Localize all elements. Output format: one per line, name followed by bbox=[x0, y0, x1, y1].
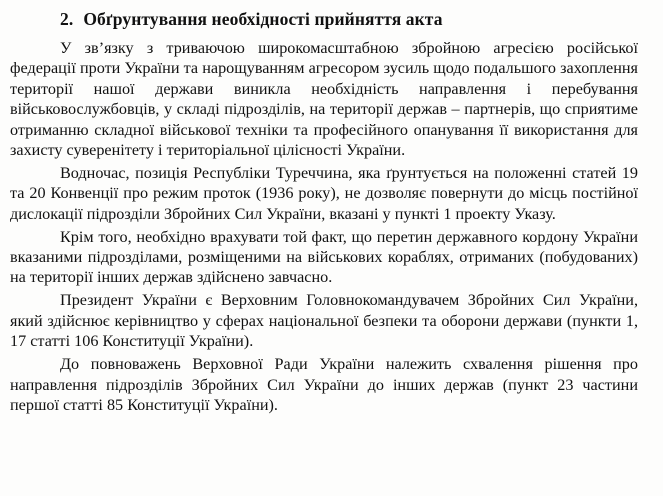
section-number: 2. bbox=[60, 9, 74, 29]
section-heading bbox=[60, 9, 443, 30]
paragraph-border-crossing: Крім того, необхідно врахувати той факт, що перетин державного кордону України вказаними підрозділами, розміщеними на військових кораблях, отриманих (побудованих) на території інших держав здійснено завчасно. bbox=[10, 227, 638, 287]
paragraph-aggression: У зв’язку з триваючою широкомасштабною збройною агресією російської федерації проти України та нарощуванням агресором зусиль щодо подальшого захоплення території нашої держави виникла необхідність направлення і перебування військовослужбовців, у складі підрозділів, на території держав – партнерів, що сприятиме отриманню складної військової техніки та професійного опанування її використання для захисту суверенітету і територіальної цілісності України. bbox=[10, 39, 638, 160]
paragraph-parliament-authority: До повноважень Верховної Ради України належить схвалення рішення про направлення підрозділів Збройних Сил України до інших держав (пункт 23 частини першої статті 85 Конституції України). bbox=[10, 355, 638, 414]
section-title: Обґрунтування необхідності прийняття акта bbox=[83, 9, 443, 29]
section-body bbox=[10, 38, 638, 415]
paragraph-turkey-position: Водночас, позиція Республіки Туреччина, яка ґрунтується на положенні статей 19 та 20 Конвенції про режим проток (1936 року), не дозволяє повернути до місць постійної дислокації підрозділи Збройних Сил України, вказані у пункті 1 проекту Указу. bbox=[10, 163, 638, 223]
paragraph-president-authority: Президент України є Верховним Головнокомандувачем Збройних Сил України, який здійснює керівництво у сферах національної безпеки та оборони держави (пункти 1, 17 статті 106 Конституції України). bbox=[10, 291, 638, 351]
